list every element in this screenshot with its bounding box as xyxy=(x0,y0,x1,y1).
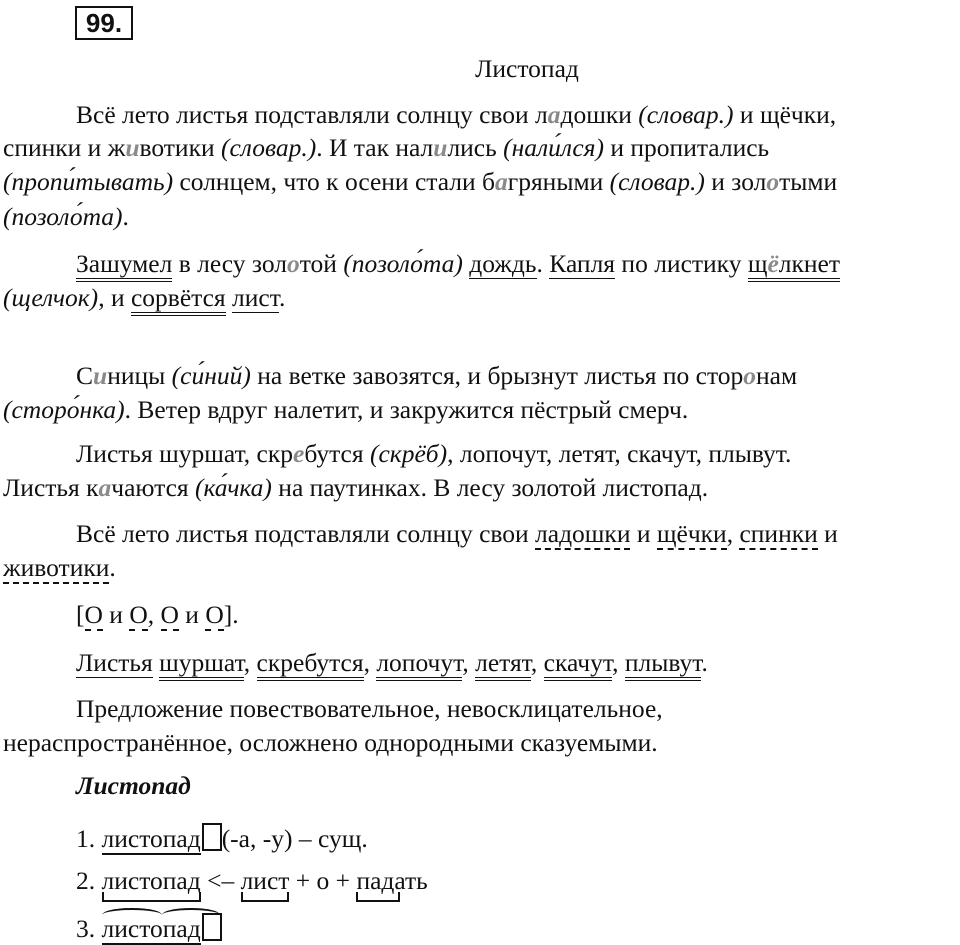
parse-2-word: листопад xyxy=(102,868,201,894)
paragraph-4-line-2: Листья качаются (ка́чка) на паутинках. В лесу золотой листопад. xyxy=(3,473,709,502)
parse-item-1: 1. листопад (-а, -у) – сущ. xyxy=(76,824,368,853)
paragraph-6: Листья шуршат, скребутся, лопочут, летят, скачут, плывут. xyxy=(76,650,708,676)
paragraph-3-line-1: Синицы (си́ний) на ветке завозятся, и брызнут листья по сторонам xyxy=(76,361,798,390)
parse-item-3: 3. листопад xyxy=(76,913,222,942)
paragraph-5-line-1: Всё лето листья подставляли солнцу свои ладошки и щёчки, спинки и xyxy=(76,519,838,548)
paragraph-7-line-1: Предложение повествовательное, невосклицательное, xyxy=(76,694,663,723)
zero-ending-box xyxy=(202,823,222,851)
parse-2-part-a: лист xyxy=(241,868,290,894)
paragraph-1-line-1: Всё лето листья подставляли солнцу свои ладошки (словар.) и щёчки, xyxy=(76,100,837,129)
text-title: Листопад xyxy=(475,54,579,83)
paragraph-2-line-1: Зашумел в лесу золотой (позоло́та) дождь. Капля по листику щёлкнет xyxy=(76,251,840,277)
parse-item-2: 2. листопад <– лист + о + падать xyxy=(76,868,428,894)
parse-3-word: листопад xyxy=(102,916,201,942)
paragraph-1-line-3: (пропи́тывать) солнцем, что к осени стали багряными (словар.) и золотыми xyxy=(3,167,838,196)
exercise-number: 99. xyxy=(75,6,133,40)
paragraph-1-line-4: (позоло́та). xyxy=(3,202,129,231)
parse-1-word: листопад xyxy=(101,824,201,853)
paragraph-4-line-1: Листья шуршат, скребутся (скрёб), лопочут, летят, скачут, плывут. xyxy=(76,439,792,468)
parse-2-part-b: падать xyxy=(356,868,427,894)
sentence-scheme: [О и О, О и О]. xyxy=(76,600,239,629)
paragraph-2-line-2: (щелчок), и сорвётся лист. xyxy=(3,285,285,311)
paragraph-7-line-2: нераспространённое, осложнено однородными сказуемыми. xyxy=(3,728,658,757)
paragraph-3-line-2: (сторо́нка). Ветер вдруг налетит, и закружится пёстрый смерч. xyxy=(3,395,689,424)
paragraph-1-line-2: спинки и животики (словар.). И так налились (нали́лся) и пропитались xyxy=(3,133,770,162)
parse-title: Листопад xyxy=(76,771,191,800)
paragraph-5-line-2: животики. xyxy=(3,553,116,582)
